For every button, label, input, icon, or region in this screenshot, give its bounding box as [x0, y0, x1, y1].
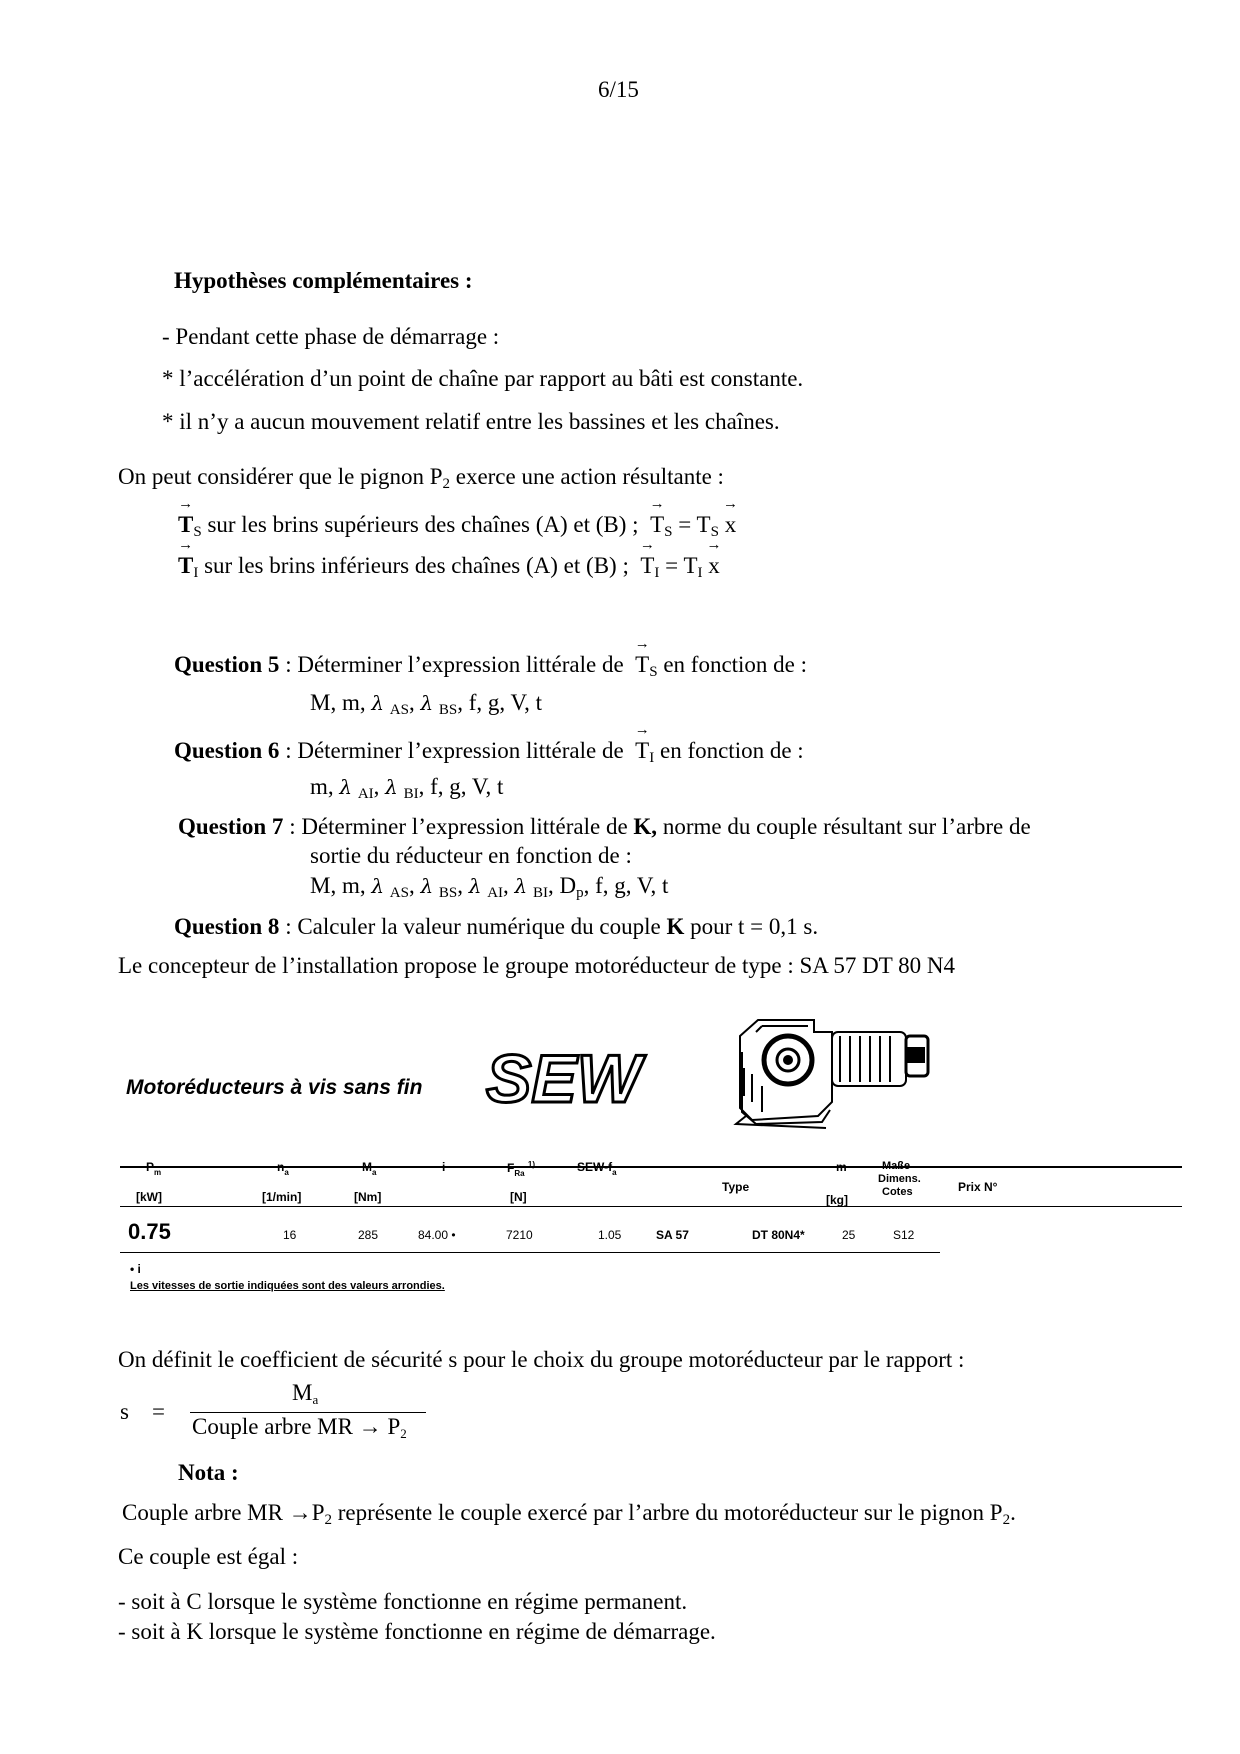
question-5: Question 5 : Déterminer l’expression littérale de → $T_S$ en fonction de : [174, 652, 807, 678]
col-header-masse: Maße [882, 1160, 911, 1172]
row-power: 0.75 [128, 1219, 171, 1244]
catalog-title: Motoréducteurs à vis sans fin [126, 1076, 423, 1099]
fraction-numerator: $M_a$ [292, 1380, 319, 1407]
row-type-motor: DT 80N4* [752, 1228, 805, 1242]
hypothesis-line: - Pendant cette phase de démarrage : [162, 324, 500, 349]
row-cotes: S12 [893, 1228, 915, 1242]
unit-rpm: [1/min] [262, 1190, 302, 1204]
col-header-i: i [442, 1160, 446, 1174]
question-5-vars: M, m, λ $_{AS}$, λ $_{BS}$, f, g, V, t [310, 690, 543, 718]
row-radial-load: 7210 [506, 1228, 533, 1242]
unit-nm: [Nm] [354, 1190, 382, 1204]
question-6: Question 6 : Déterminer l’expression littérale de → $T_I$ en fonction de : [174, 738, 804, 764]
table-bottom-rule [120, 1252, 940, 1253]
hypotheses-title: Hypothèses complémentaires : [174, 268, 473, 293]
col-header-sewfa: SEW-$f_a$ [577, 1160, 617, 1177]
row-mass: 25 [842, 1228, 856, 1242]
question-7-line2: sortie du réducteur en fonction de : [310, 843, 632, 868]
question-6-vars: m, λ $_{AI}$, λ $_{BI}$, f, g, V, t [310, 774, 504, 802]
col-header-dimens: Dimens. [878, 1173, 921, 1185]
col-header-na: $n_a$ [277, 1160, 289, 1177]
safety-equals: = [152, 1399, 165, 1424]
row-torque: 285 [358, 1228, 379, 1242]
svg-text:SEW: SEW [486, 1044, 641, 1110]
safety-s: s [120, 1399, 129, 1424]
col-header-fra: $F_{Ra}$ $^{1)}$ [507, 1160, 536, 1178]
ti-definition: → $T_I$ sur les brins inférieurs des chaînes (A) et (B) ; → $T_I = T_I \to x$ [178, 553, 720, 579]
unit-kw: [kW] [136, 1190, 162, 1204]
row-ratio: 84.00 • [418, 1228, 456, 1242]
fraction-denominator: Couple arbre MR → $P_2$ [192, 1414, 407, 1441]
nota-line: - soit à K lorsque le système fonctionne en régime de démarrage. [118, 1619, 716, 1644]
intro-line: On peut considérer que le pignon $P_2$ exerce une action résultante : [118, 464, 724, 492]
hypothesis-line: * l’accélération d’un point de chaîne par rapport au bâti est constante. [162, 366, 804, 391]
ts-definition: → $T_S$ sur les brins supérieurs des chaînes (A) et (B) ; → $T_S = T_S \to x$ [178, 512, 736, 538]
row-service-factor: 1.05 [598, 1228, 622, 1242]
footnote-marker: • i [130, 1262, 141, 1276]
question-7-vars: M, m, λ $_{AS}$, λ $_{BS}$, λ $_{AI}$, λ $_{BI}$, $D_p$, f, g, V, t [310, 873, 669, 901]
footnote-text: Les vitesses de sortie indiquées sont des valeurs arrondies. [130, 1280, 445, 1292]
row-speed: 16 [283, 1228, 297, 1242]
table-header-rule [120, 1206, 1182, 1207]
nota-line: - soit à C lorsque le système fonctionne en régime permanent. [118, 1589, 688, 1614]
hypothesis-line: * il n’y a aucun mouvement relatif entre les bassines et les chaînes. [162, 409, 780, 434]
unit-n: [N] [510, 1190, 527, 1204]
row-type-gear: SA 57 [656, 1228, 689, 1242]
col-header-prix: Prix N° [958, 1180, 998, 1194]
nota-title: Nota : [178, 1460, 239, 1485]
safety-definition: On définit le coefficient de sécurité s pour le choix du groupe motoréducteur par le rapport : [118, 1347, 965, 1372]
col-header-pm: $P_m$ [146, 1160, 162, 1177]
page-number: 6/15 [598, 77, 639, 102]
motor-illustration [722, 1012, 942, 1132]
col-header-ma: $M_a$ [362, 1160, 377, 1177]
col-header-type: Type [722, 1180, 750, 1194]
question-7: Question 7 : Déterminer l’expression littérale de K, norme du couple résultant sur l’arbre de [178, 814, 1031, 839]
nota-line: Couple arbre MR $\to P_2$ représente le couple exercé par l’arbre du motoréducteur sur le pignon $P_2$. [122, 1500, 1016, 1528]
nota-line: Ce couple est égal : [118, 1544, 299, 1569]
fraction-bar [190, 1412, 426, 1413]
question-8: Question 8 : Calculer la valeur numérique du couple K pour t = 0,1 s. [174, 914, 819, 939]
col-header-cotes: Cotes [882, 1186, 913, 1198]
sew-logo [484, 1044, 654, 1110]
col-header-m: m [836, 1160, 847, 1174]
unit-kg: [kg] [826, 1193, 848, 1207]
concepteur-line: Le concepteur de l’installation propose le groupe motoréducteur de type : SA 57 DT 80 N4 [118, 953, 955, 978]
